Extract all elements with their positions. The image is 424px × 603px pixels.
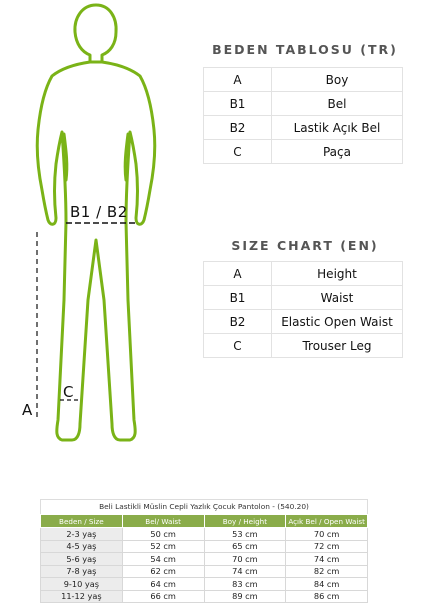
- open-waist-cell: 70 cm: [286, 528, 368, 541]
- code-cell: A: [204, 68, 272, 92]
- table-row: [204, 140, 403, 164]
- height-cell: 74 cm: [204, 565, 286, 578]
- en-chart-table: [203, 261, 403, 358]
- table-row: [41, 553, 368, 566]
- description-cell: Bel: [272, 92, 403, 116]
- waist-cell: 50 cm: [122, 528, 204, 541]
- size-cell: 11-12 yaş: [41, 590, 123, 603]
- open-waist-cell: 86 cm: [286, 590, 368, 603]
- table-row: [41, 578, 368, 591]
- column-header: Boy / Height: [204, 515, 286, 528]
- height-cell: 65 cm: [204, 540, 286, 553]
- table-row: [41, 528, 368, 541]
- column-header: Açık Bel / Open Waist: [286, 515, 368, 528]
- description-cell: Lastik Açık Bel: [272, 116, 403, 140]
- column-header: Bel/ Waist: [122, 515, 204, 528]
- size-table: [40, 514, 368, 603]
- size-table-header-row: [41, 515, 368, 528]
- waist-cell: 66 cm: [122, 590, 204, 603]
- code-cell: A: [204, 262, 272, 286]
- code-cell: C: [204, 334, 272, 358]
- table-row: [41, 590, 368, 603]
- description-cell: Waist: [272, 286, 403, 310]
- height-cell: 89 cm: [204, 590, 286, 603]
- height-measure-label: A: [22, 401, 33, 419]
- size-cell: 2-3 yaş: [41, 528, 123, 541]
- size-cell: 4-5 yaş: [41, 540, 123, 553]
- table-row: [204, 310, 403, 334]
- height-cell: 83 cm: [204, 578, 286, 591]
- table-row: [204, 286, 403, 310]
- table-row: [204, 262, 403, 286]
- table-row: [204, 116, 403, 140]
- column-header: Beden / Size: [41, 515, 123, 528]
- open-waist-cell: 74 cm: [286, 553, 368, 566]
- open-waist-cell: 84 cm: [286, 578, 368, 591]
- waist-measure-label: B1 / B2: [70, 203, 128, 221]
- waist-cell: 64 cm: [122, 578, 204, 591]
- size-table-section: [40, 499, 368, 603]
- code-cell: B1: [204, 286, 272, 310]
- table-row: [41, 540, 368, 553]
- waist-cell: 62 cm: [122, 565, 204, 578]
- height-cell: 70 cm: [204, 553, 286, 566]
- body-outline-illustration: [0, 0, 200, 470]
- trouser-leg-measure-label: C: [63, 383, 74, 401]
- description-cell: Paça: [272, 140, 403, 164]
- open-waist-cell: 72 cm: [286, 540, 368, 553]
- code-cell: B1: [204, 92, 272, 116]
- size-table-caption: Beli Lastikli Müslin Cepli Yazlık Çocuk Pantolon - (540.20): [40, 499, 368, 514]
- description-cell: Height: [272, 262, 403, 286]
- code-cell: B2: [204, 116, 272, 140]
- code-cell: C: [204, 140, 272, 164]
- height-cell: 53 cm: [204, 528, 286, 541]
- size-cell: 5-6 yaş: [41, 553, 123, 566]
- description-cell: Elastic Open Waist: [272, 310, 403, 334]
- tr-chart-title: BEDEN TABLOSU (TR): [212, 42, 398, 57]
- table-row: [204, 92, 403, 116]
- waist-cell: 54 cm: [122, 553, 204, 566]
- tr-chart-table: [203, 67, 403, 164]
- size-cell: 9-10 yaş: [41, 578, 123, 591]
- table-row: [204, 334, 403, 358]
- code-cell: B2: [204, 310, 272, 334]
- table-row: [41, 565, 368, 578]
- table-row: [204, 68, 403, 92]
- description-cell: Boy: [272, 68, 403, 92]
- size-cell: 7-8 yaş: [41, 565, 123, 578]
- description-cell: Trouser Leg: [272, 334, 403, 358]
- open-waist-cell: 82 cm: [286, 565, 368, 578]
- waist-cell: 52 cm: [122, 540, 204, 553]
- en-chart-title: SIZE CHART (EN): [231, 238, 379, 253]
